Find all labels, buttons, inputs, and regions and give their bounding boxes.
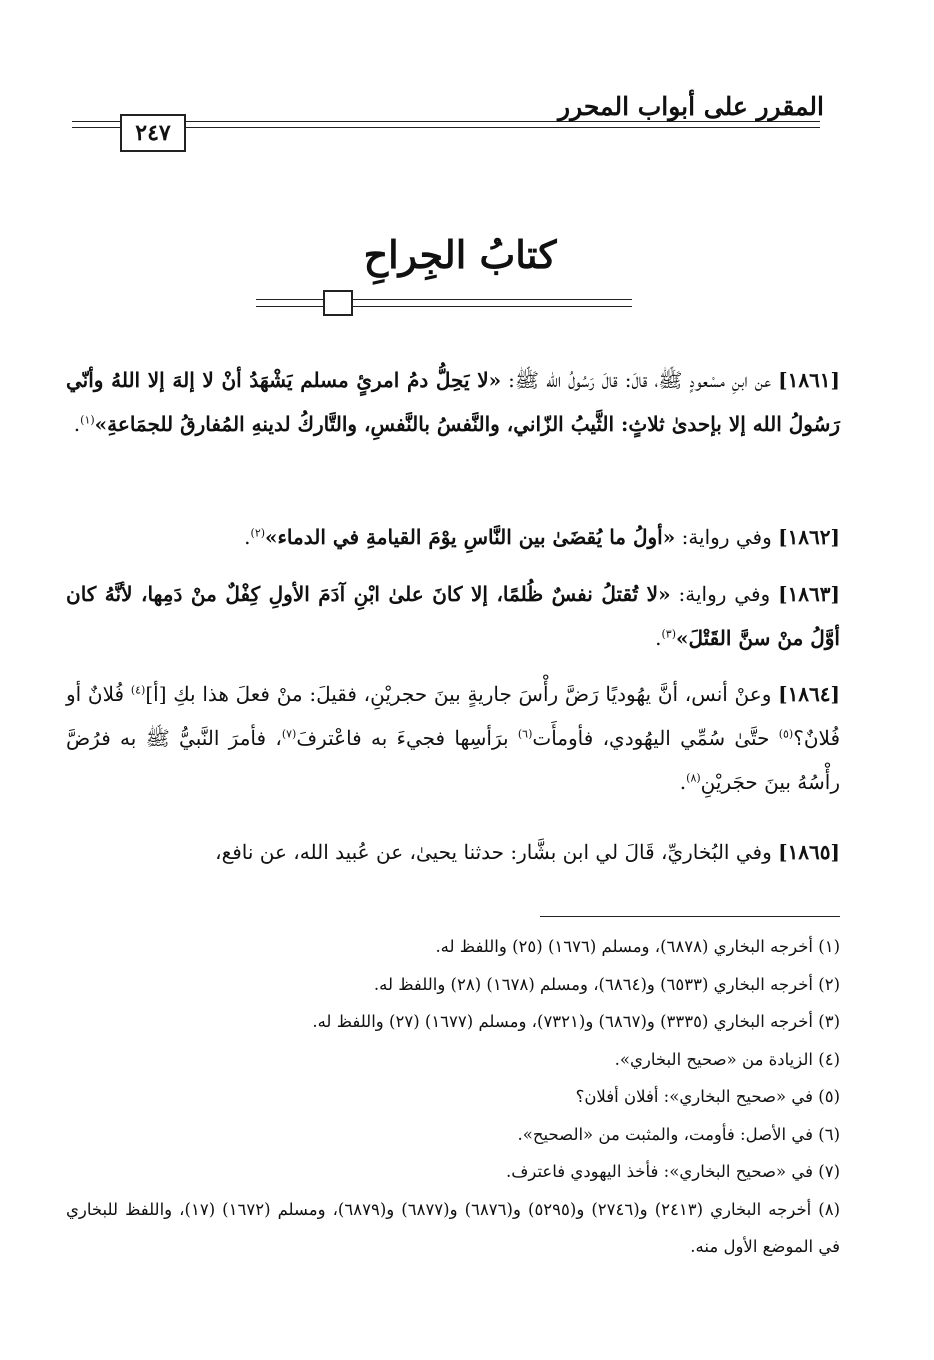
hadith-entry [66, 515, 840, 559]
entry-intro: وفي رواية: [678, 582, 771, 606]
footnote-ref: (٦) [517, 727, 533, 741]
header-rule-left-lower [72, 127, 120, 128]
footnote: (٢) أخرجه البخاري (٦٥٣٣) و(٦٨٦٤)، ومسلم (١٦٧٨) (٢٨) واللفظ له. [373, 974, 840, 994]
footnote: (٨) أخرجه البخاري (٢٤١٣) و(٢٧٤٦) و(٥٢٩٥) و(٦٨٧٦) و(٦٨٧٧) و(٦٨٧٩)، ومسلم (١٦٧٢) (١٧)، واللفظ للبخاري في الموضع الأول منه. [66, 1199, 841, 1256]
page-number: ٢٤٧ [120, 114, 186, 152]
hadith-entry [66, 830, 840, 874]
entry-number: [١٨٦٢] [778, 525, 840, 549]
entry-number: [١٨٦٤] [778, 682, 840, 706]
entry-text: وعنْ أنس، أنَّ يهُوديًا رَضَّ رأْسَ جاريةٍ بينَ حجريْنِ، فقيلَ: منْ فعلَ هذا بكِ [أ] [145, 682, 772, 706]
footnote-ref: (٨) [686, 771, 701, 785]
header-rule-right [186, 121, 820, 122]
entry-number: [١٨٦١] [778, 368, 841, 392]
entry-intro: وفي رواية: [681, 525, 772, 549]
footnote-ref: (٧) [281, 727, 297, 741]
footnote-ref: (٢) [250, 526, 266, 540]
entry-tail: . [244, 525, 251, 549]
entry-number: [١٨٦٥] [778, 840, 840, 864]
entry-number: [١٨٦٣] [778, 582, 840, 606]
header-rule-right-lower [186, 127, 820, 128]
entry-intro: عن ابنِ مسْعودٍ ﷺ، قالَ: قالَ رَسُولُ الله ﷺ: [508, 368, 772, 392]
header-rule-left [72, 121, 120, 122]
entry-tail: . [655, 626, 662, 650]
entry-text: وفي البُخاريِّ، قَالَ لي ابن بشَّار: حدثنا يحيىٰ، عن عُبيد الله، عن نافع، [215, 840, 772, 864]
entry-text: فُلانٌ أو فُلانٌ؟ [66, 682, 841, 750]
title-ornament-rule-lower [256, 306, 632, 307]
hadith-text: «لا يَحِلُّ دمُ امرئٍ مسلم يَشْهَدُ أنْ لا إلهَ إلا اللهُ وأنّي رَسُولُ الله إلا بإحدىٰ ثلاثٍ: الثَّيبُ الزّاني، والنَّفسُ بالنَّفسِ، والتَّاركُ لدينهِ المُفارقُ للجمَاعةِ» [66, 368, 840, 436]
hadith-entry [66, 672, 840, 804]
footnote-ref: (١) [80, 413, 95, 427]
entry-tail: . [679, 770, 687, 794]
footnote: (١) أخرجه البخاري (٦٨٧٨)، ومسلم (١٦٧٦) (٢٥) واللفظ له. [435, 937, 840, 956]
hadith-text: «أولُ ما يُقضَىٰ بين النَّاسِ يوْمَ القيامةِ في الدماء» [265, 525, 676, 549]
footnote: (٤) الزيادة من «صحيح البخاري». [614, 1049, 840, 1069]
entry-text: ، فأمرَ النَّبيُّ ﷺ به فرُضَّ رأْسُهُ بينَ حجَريْنِ [66, 726, 840, 794]
footnotes [66, 928, 840, 1266]
hadith-entry [66, 358, 840, 446]
hadith-text: «لا تُقتلُ نفسٌ ظُلمًا، إلا كانَ علىٰ ابْنِ آدَمَ الأولِ كِفْلٌ منْ دَمِها، لأنَّهُ كان أوَّلُ منْ سنَّ القَتْلَ» [66, 582, 840, 650]
entry-text: برَأسِها فجيءَ به فاعْترفَ [296, 726, 518, 750]
title-ornament-rule-upper [256, 299, 632, 300]
footnote-separator [540, 916, 840, 917]
title-ornament-box [323, 290, 353, 316]
footnote-ref: (٥) [778, 727, 794, 741]
hadith-entry [66, 572, 840, 660]
footnote-ref: (٤) [130, 683, 146, 697]
footnote: (٦) في الأصل: فأومت، والمثبت من «الصحيح». [517, 1124, 840, 1144]
footnote-ref: (٣) [661, 627, 676, 641]
footnote: (٥) في «صحيح البخاري»: أفلان أفلان؟ [575, 1087, 840, 1106]
chapter-title: كتابُ الجِراحِ [363, 232, 557, 277]
entry-tail: . [73, 412, 81, 436]
footnote: (٣) أخرجه البخاري (٣٣٣٥) و(٦٨٦٧) و(٧٣٢١)، ومسلم (١٦٧٧) (٢٧) واللفظ له. [312, 1012, 840, 1031]
running-header-title: المقرر على أبواب المحرر [558, 92, 824, 121]
entry-text: حتَّىٰ سُمِّي اليهُودي، فأومأَت [532, 726, 779, 750]
footnote: (٧) في «صحيح البخاري»: فأخذ اليهودي فاعترف. [505, 1162, 840, 1181]
